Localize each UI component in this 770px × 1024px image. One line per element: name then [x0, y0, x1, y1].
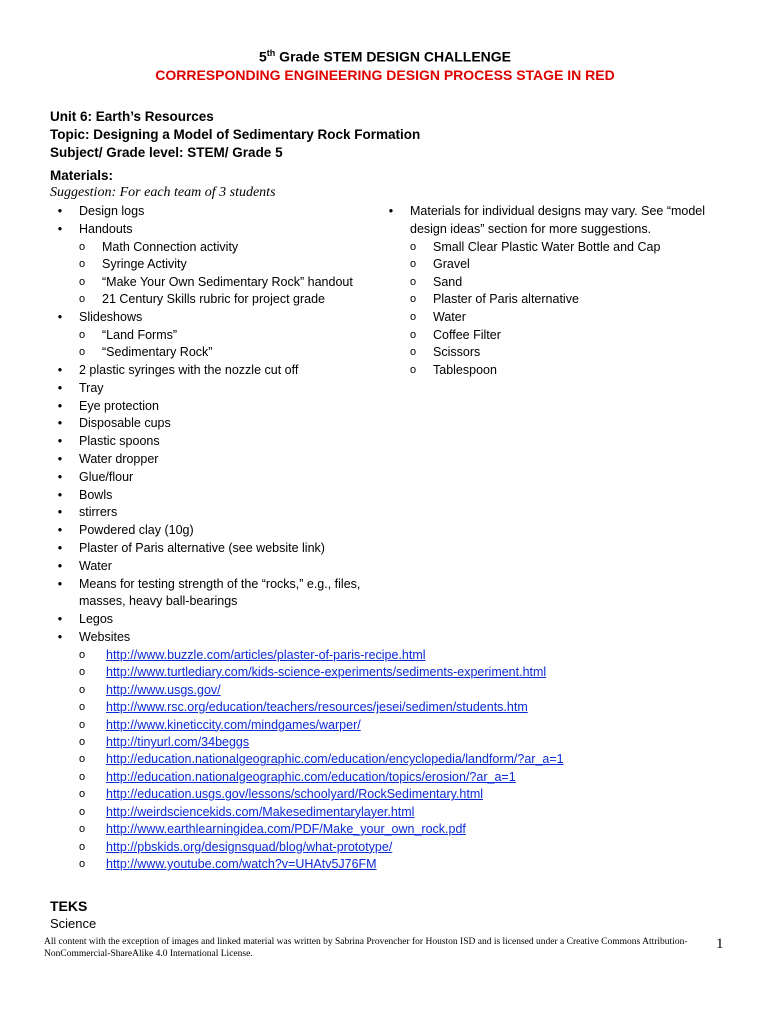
circle-bullet-icon: o: [79, 240, 86, 253]
list-item-label: Tray: [79, 380, 104, 395]
bullet-icon: •: [57, 469, 63, 484]
list-item: [55, 504, 385, 522]
list-item-label: Websites: [79, 629, 131, 644]
circle-bullet-icon: o: [79, 346, 86, 359]
list-item-label: Eye protection: [79, 398, 159, 413]
sub-list-item: [55, 291, 385, 309]
list-item: [55, 469, 385, 487]
sub-list-item-label: Sand: [433, 274, 463, 289]
circle-bullet-icon: o: [79, 858, 86, 871]
list-item: [55, 487, 385, 505]
bullet-icon: •: [57, 576, 63, 591]
website-link[interactable]: http://www.buzzle.com/articles/plaster-of-paris-recipe.html: [106, 647, 426, 662]
list-item: [55, 629, 385, 647]
sub-list-item: [55, 239, 385, 257]
list-item-label: 2 plastic syringes with the nozzle cut off: [79, 362, 299, 377]
website-item: [55, 699, 528, 716]
list-item-label: Design logs: [79, 204, 145, 218]
list-item-label: Glue/flour: [79, 469, 134, 484]
circle-bullet-icon: o: [79, 753, 86, 766]
website-link[interactable]: http://education.nationalgeographic.com/education/encyclopedia/landform/?ar_a=1: [106, 752, 564, 767]
sub-list-item: [386, 344, 716, 362]
list-item-label: Materials for individual designs may vary. See “model design ideas” section for more suggestions.: [410, 204, 706, 236]
list-item: [55, 380, 385, 398]
sub-list-item-label: Scissors: [433, 345, 481, 360]
subject-line: Subject/ Grade level: STEM/ Grade 5: [50, 145, 283, 160]
list-item-label: Legos: [79, 612, 114, 627]
circle-bullet-icon: o: [410, 346, 417, 359]
website-item: [55, 856, 385, 873]
website-item: [55, 804, 415, 821]
circle-bullet-icon: o: [79, 648, 86, 661]
website-link[interactable]: http://www.earthlearningidea.com/PDF/Make_your_own_rock.pdf: [106, 822, 466, 837]
page-subtitle: CORRESPONDING ENGINEERING DESIGN PROCESS STAGE IN RED: [155, 67, 615, 83]
list-item: [55, 398, 385, 416]
sub-list-item: [55, 256, 385, 274]
page-title: [0, 48, 770, 65]
website-link[interactable]: http://weirdsciencekids.com/Makesedimentarylayer.html: [106, 804, 415, 819]
list-item-label: Powdered clay (10g): [79, 523, 194, 538]
website-link[interactable]: http://education.nationalgeographic.com/education/topics/erosion/?ar_a=1: [106, 769, 516, 784]
bullet-icon: •: [57, 540, 63, 555]
list-item-label: Handouts: [79, 221, 133, 236]
list-item-label: Slideshows: [79, 309, 143, 324]
website-link[interactable]: http://pbskids.org/designsquad/blog/what-prototype/: [106, 839, 393, 854]
list-item: [55, 558, 385, 576]
website-link[interactable]: http://tinyurl.com/34beggs: [106, 734, 250, 749]
sub-list-item-label: Small Clear Plastic Water Bottle and Cap: [433, 239, 661, 254]
bullet-icon: •: [57, 434, 63, 449]
list-item: [55, 415, 385, 433]
bullet-icon: •: [57, 523, 63, 538]
materials-heading: Materials:: [50, 168, 114, 183]
lesson-meta: [50, 108, 420, 162]
materials-suggestion: Suggestion: For each team of 3 students: [50, 185, 276, 200]
circle-bullet-icon: o: [79, 666, 86, 679]
bullet-icon: •: [57, 398, 63, 413]
bullet-icon: •: [57, 362, 63, 377]
circle-bullet-icon: o: [79, 275, 86, 288]
sub-list-item: [386, 274, 716, 292]
sub-list-item-label: “Make Your Own Sedimentary Rock” handout: [102, 274, 353, 289]
circle-bullet-icon: o: [79, 823, 86, 836]
circle-bullet-icon: o: [79, 701, 86, 714]
bullet-icon: •: [57, 558, 63, 573]
page-number: 1: [716, 936, 724, 952]
bullet-icon: •: [57, 309, 63, 324]
list-item: [55, 451, 385, 469]
circle-bullet-icon: o: [410, 328, 417, 341]
sub-list-item: [55, 327, 385, 345]
list-item-label: Water dropper: [79, 451, 159, 466]
bullet-icon: •: [57, 204, 63, 218]
circle-bullet-icon: o: [79, 805, 86, 818]
circle-bullet-icon: o: [410, 240, 417, 253]
list-item: [55, 203, 385, 221]
website-item: [55, 734, 385, 751]
website-item: [55, 664, 547, 681]
list-item-label: Water: [79, 558, 112, 573]
website-item: [55, 717, 385, 734]
list-item-label: Bowls: [79, 487, 113, 502]
website-link[interactable]: http://www.youtube.com/watch?v=UHAtv5J76FM: [106, 857, 377, 872]
website-item: [55, 647, 426, 664]
sub-list-item-label: Math Connection activity: [102, 239, 239, 254]
bullet-icon: •: [57, 612, 63, 627]
circle-bullet-icon: o: [79, 788, 86, 801]
circle-bullet-icon: o: [79, 293, 86, 306]
website-link[interactable]: http://www.usgs.gov/: [106, 682, 221, 697]
website-item: [55, 786, 484, 803]
circle-bullet-icon: o: [410, 275, 417, 288]
circle-bullet-icon: o: [79, 840, 86, 853]
bullet-icon: •: [57, 629, 63, 644]
list-item: [55, 611, 385, 629]
sub-list-item-label: Plaster of Paris alternative: [433, 292, 579, 307]
bullet-icon: •: [57, 380, 63, 395]
bullet-icon: •: [388, 204, 394, 218]
title-text: Grade STEM DESIGN CHALLENGE: [275, 48, 511, 65]
bullet-icon: •: [57, 221, 63, 236]
topic-line: Topic: Designing a Model of Sedimentary Rock Formation: [50, 127, 421, 142]
sub-list-item: [386, 362, 716, 380]
list-item-label: Disposable cups: [79, 416, 171, 431]
grade-superscript: th: [266, 48, 276, 58]
circle-bullet-icon: o: [410, 258, 417, 271]
teks-heading: TEKS: [50, 898, 88, 914]
circle-bullet-icon: o: [79, 328, 86, 341]
circle-bullet-icon: o: [79, 770, 86, 783]
list-item-label: stirrers: [79, 505, 118, 520]
bullet-icon: •: [57, 451, 63, 466]
grade-number: 5: [259, 48, 267, 65]
list-item-label: Plaster of Paris alternative (see website link): [79, 540, 325, 555]
sub-list-item-label: Tablespoon: [433, 362, 497, 377]
list-item: [55, 522, 385, 540]
website-item: [55, 821, 466, 838]
website-item: [55, 769, 516, 786]
circle-bullet-icon: o: [79, 683, 86, 696]
materials-list-right: [386, 203, 716, 379]
unit-line: Unit 6: Earth’s Resources: [50, 109, 214, 124]
sub-list-item: [386, 291, 716, 309]
website-item: [55, 682, 385, 699]
list-item: [55, 309, 385, 327]
list-item-label: Means for testing strength of the “rocks,” e.g., files, masses, heavy ball-bearings: [79, 576, 361, 609]
list-item-label: Plastic spoons: [79, 434, 160, 449]
website-link[interactable]: http://education.usgs.gov/lessons/schoolyard/RockSedimentary.html: [106, 787, 484, 802]
list-item: [55, 221, 385, 239]
license-footer: All content with the exception of images and linked material was written by Sabrina Provencher for Houston ISD and is licensed under a Creative Commons Attribution-NonCommercial-ShareAlike 4.0 International License.: [44, 937, 688, 959]
sub-list-item: [386, 309, 716, 327]
sub-list-item: [55, 274, 385, 292]
bullet-icon: •: [57, 487, 63, 502]
website-item: [55, 751, 564, 768]
sub-list-item-label: Syringe Activity: [102, 257, 187, 272]
circle-bullet-icon: o: [79, 735, 86, 748]
circle-bullet-icon: o: [410, 363, 417, 376]
circle-bullet-icon: o: [79, 718, 86, 731]
list-item: [55, 540, 385, 558]
sub-list-item-label: Water: [433, 309, 466, 324]
bullet-icon: •: [57, 416, 63, 431]
sub-list-item: [55, 344, 385, 362]
website-link[interactable]: http://www.rsc.org/education/teachers/resources/jesei/sedimen/students.htm: [106, 700, 528, 715]
list-item: [55, 576, 385, 612]
sub-list-item: [386, 239, 716, 257]
sub-list-item-label: “Sedimentary Rock”: [102, 345, 213, 360]
circle-bullet-icon: o: [410, 293, 417, 306]
teks-subject: Science: [50, 916, 97, 931]
list-item: [386, 203, 716, 239]
list-item: [55, 433, 385, 451]
circle-bullet-icon: o: [410, 310, 417, 323]
website-link[interactable]: http://www.kineticcity.com/mindgames/warper/: [106, 717, 361, 732]
website-item: [55, 839, 393, 856]
sub-list-item-label: Coffee Filter: [433, 327, 501, 342]
sub-list-item-label: Gravel: [433, 257, 470, 272]
sub-list-item-label: “Land Forms”: [102, 327, 178, 342]
sub-list-item: [386, 327, 716, 345]
circle-bullet-icon: o: [79, 258, 86, 271]
bullet-icon: •: [57, 505, 63, 520]
list-item: [55, 362, 385, 380]
website-link[interactable]: http://www.turtlediary.com/kids-science-experiments/sediments-experiment.html: [106, 665, 547, 680]
sub-list-item-label: 21 Century Skills rubric for project grade: [102, 292, 326, 307]
sub-list-item: [386, 256, 716, 274]
